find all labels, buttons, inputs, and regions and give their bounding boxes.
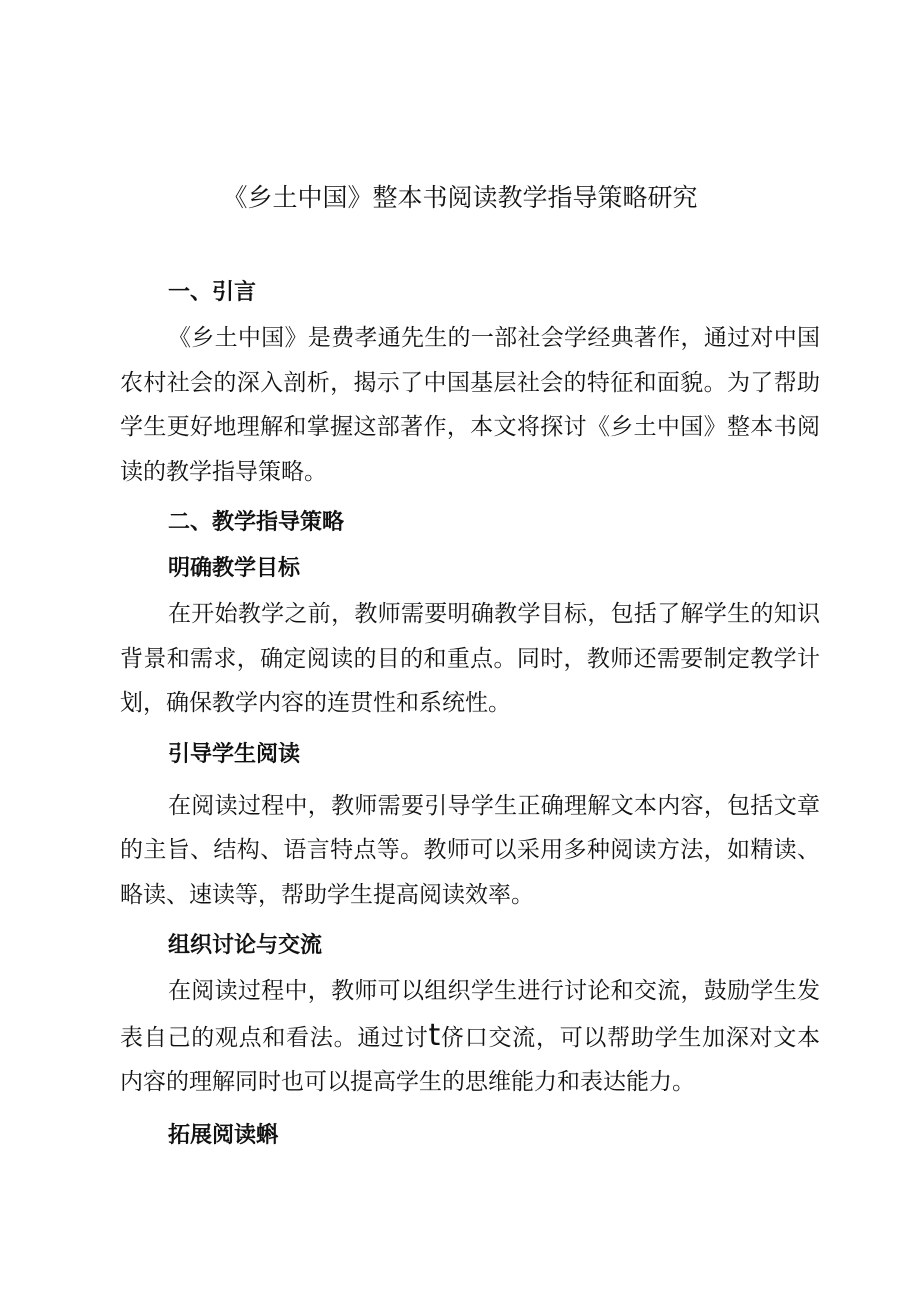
subsection-heading-discussion: 组织讨论与交流 [168, 933, 323, 958]
subsection-heading-guide-reading: 引导学生阅读 [168, 741, 301, 767]
goals-paragraph: 在开始教学之前，教师需要明确教学目标，包括了解学生的知识背景和需求，确定阅读的目的和重点。同时，教师还需要制定教学计划，确保教学内容的连贯性和系统性。 [120, 601, 820, 716]
intro-paragraph: 《乡土中国》是费孝通先生的一部社会学经典著作，通过对中国农村社会的深入剖析，揭示了中国基层社会的特征和面貌。为了帮助学生更好地理解和掌握这部著作，本文将探讨《乡土中国》整本书阅读的教学指导策略。 [120, 325, 820, 485]
section-heading-strategy: 二、教学指导策略 [168, 510, 345, 535]
discussion-text-c: 侪口交流，可以帮助学生加深对文本内容的理解同时也可以提高学生的思维能力和表达能力。 [120, 1024, 821, 1095]
subsection-heading-goals: 明确教学目标 [168, 556, 301, 581]
subsection-heading-extended-reading: 拓展阅读蝌 [168, 1122, 279, 1148]
document-title: 《乡土中国》整本书阅读教学指导策略研究 [222, 183, 698, 212]
discussion-text-glyph: t [428, 1017, 441, 1053]
discussion-text-a: 在阅读过程中，教师可以组织学生进行讨论和交流，鼓励学生发表自己的观点和看法。通过讨 [120, 978, 820, 1051]
discussion-paragraph [120, 969, 820, 1105]
guide-reading-paragraph: 在阅读过程中，教师需要引导学生正确理解文本内容，包括文章的主旨、结构、语言特点等。教师可以采用多种阅读方法，如精读、略读、速读等，帮助学生提高阅读效率。 [120, 792, 820, 908]
section-heading-intro: 一、引言 [168, 280, 257, 305]
document-body [120, 270, 820, 1159]
